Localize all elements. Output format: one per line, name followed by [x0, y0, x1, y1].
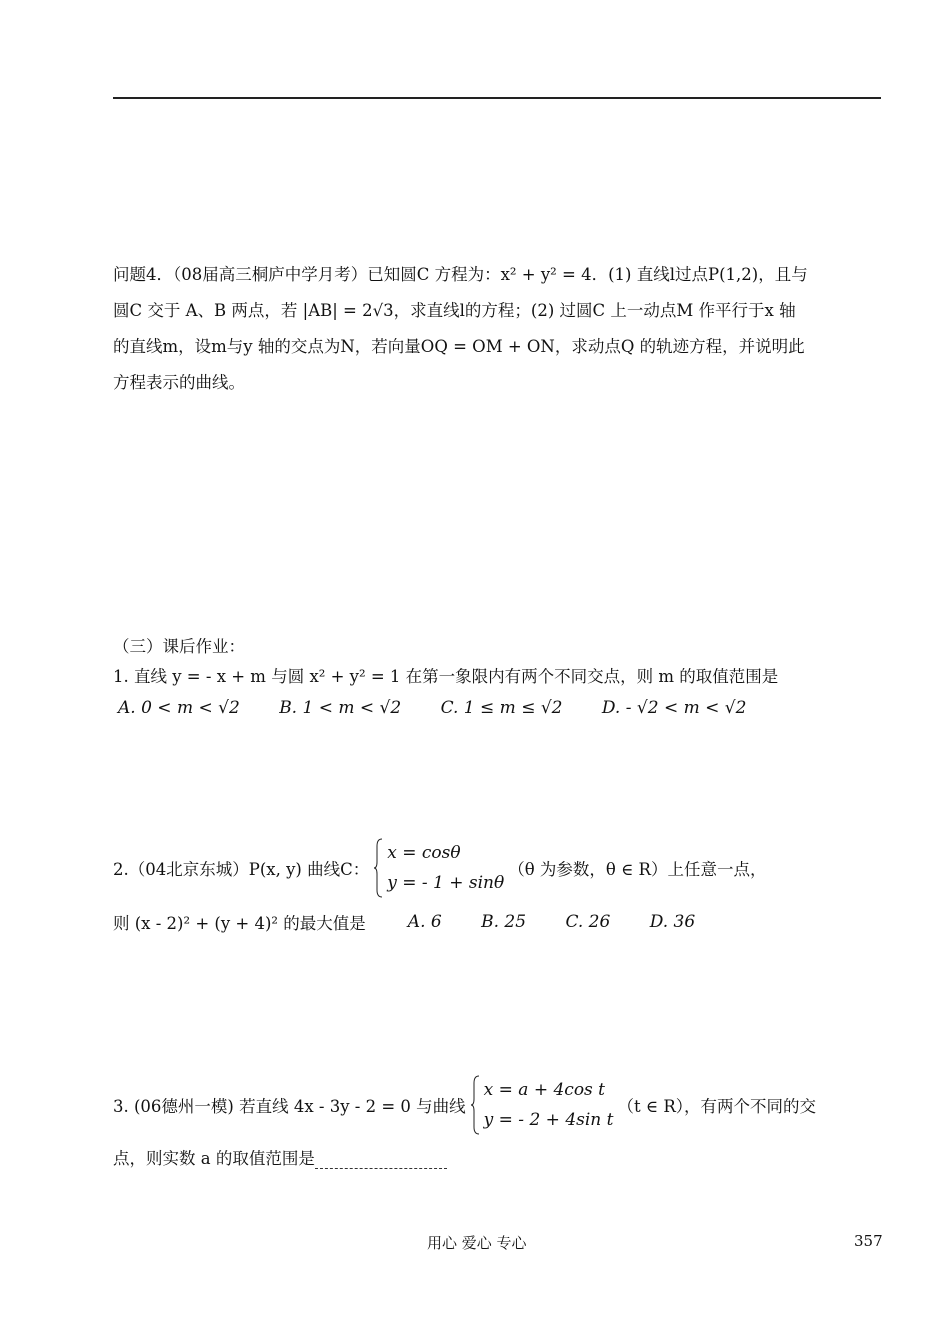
option-b: B. 1 < m < √2: [279, 698, 402, 718]
option-c: C. 26: [565, 912, 611, 932]
homework-heading: （三）课后作业：: [113, 637, 245, 656]
problem-4-line: 方程表示的曲线。: [113, 373, 245, 392]
question-3-prefix: 3. (06德州一模) 若直线 4x - 3y - 2 = 0 与曲线: [113, 1097, 466, 1116]
option-a: A. 6: [407, 912, 442, 932]
question-2-suffix: （θ 为参数，θ ∈ R）上任意一点，: [508, 860, 767, 879]
problem-4-line: 圆C 交于 A、B 两点，若 |AB| = 2√3，求直线l的方程；(2) 过圆C 上一动点M 作平行于x 轴: [113, 301, 796, 320]
question-2-prefix: 2.（04北京东城）P(x, y) 曲线C：: [113, 860, 370, 879]
option-d: D. 36: [649, 912, 696, 932]
problem-4-line: 问题4．（08届高三桐庐中学月考）已知圆C 方程为：x² + y² = 4．(1) 直线l过点P(1,2)，且与: [113, 265, 808, 284]
system-row: y = - 2 + 4sin t: [483, 1110, 614, 1130]
question-2-options: [408, 912, 729, 932]
problem-4: [113, 257, 883, 401]
question-1-stem: 1. 直线 y = - x + m 与圆 x² + y² = 1 在第一象限内有两个不同交点，则 m 的取值范围是: [113, 667, 779, 686]
question-3-suffix: （t ∈ R），有两个不同的交: [617, 1097, 817, 1116]
answer-blank[interactable]: [315, 1152, 447, 1169]
parametric-system: [470, 1075, 614, 1135]
system-row: x = cosθ: [387, 843, 461, 863]
homework-section: [113, 632, 883, 692]
option-a: A. 0 < m < √2: [118, 698, 240, 718]
problem-4-line: 的直线m，设m与y 轴的交点为N，若向量OQ = OM + ON，求动点Q 的轨迹方程，并说明此: [113, 337, 805, 356]
question-1-options: [118, 698, 780, 718]
system-row: x = a + 4cos t: [483, 1080, 606, 1100]
option-c: C. 1 ≤ m ≤ √2: [440, 698, 563, 718]
left-brace-icon: [470, 1075, 480, 1135]
option-d: D. - √2 < m < √2: [601, 698, 747, 718]
left-brace-icon: [373, 838, 383, 898]
header-rule: [113, 97, 881, 99]
option-b: B. 25: [481, 912, 527, 932]
parametric-system: [373, 838, 504, 898]
question-2-line-2: 则 (x - 2)² + (y + 4)² 的最大值是: [113, 914, 366, 933]
page-number: 357: [854, 1232, 883, 1250]
footer-slogan: 用心 爱心 专心: [427, 1234, 527, 1252]
question-2: [113, 838, 883, 934]
question-3-line-2: 点，则实数 a 的取值范围是: [113, 1149, 315, 1168]
question-3: [113, 1075, 883, 1169]
system-row: y = - 1 + sinθ: [387, 873, 505, 893]
